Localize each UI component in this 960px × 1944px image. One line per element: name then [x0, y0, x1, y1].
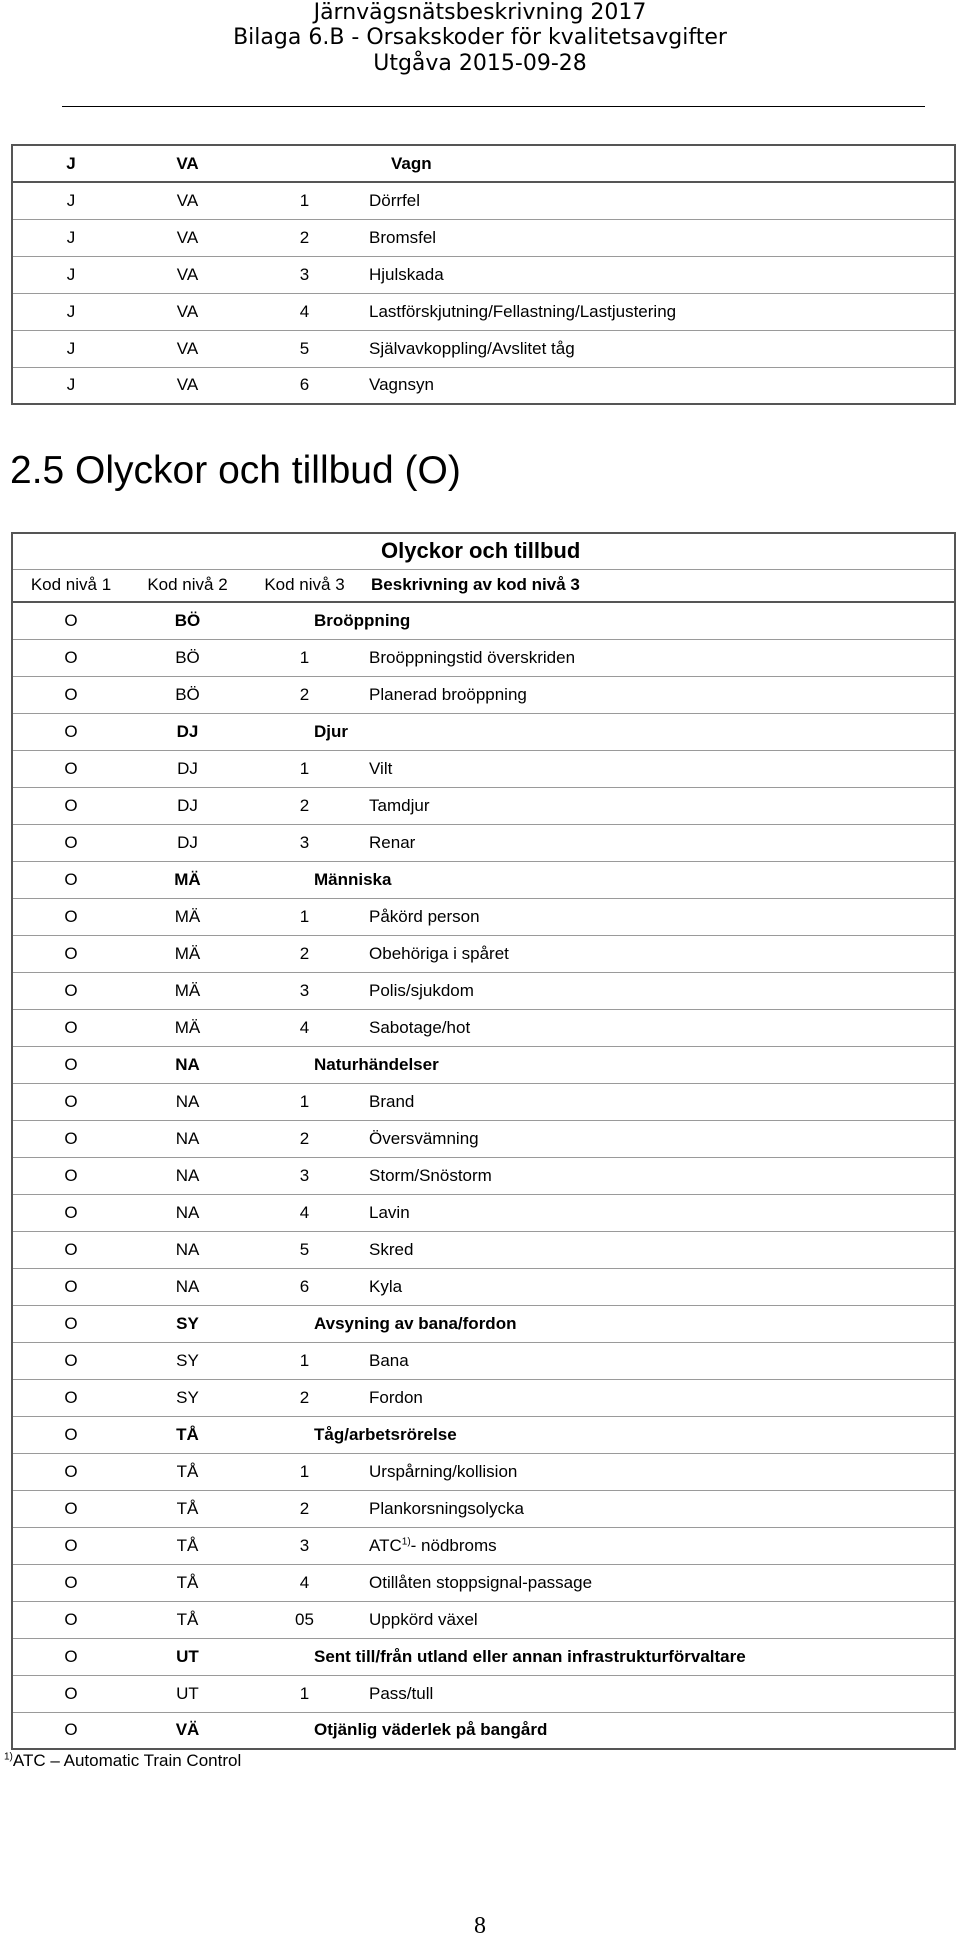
table-row	[12, 1231, 955, 1268]
description-text: Planerad broöppning	[369, 684, 527, 704]
code-level2: MÄ	[129, 861, 246, 898]
code-level1: J	[12, 330, 129, 367]
code-description: Hjulskada	[363, 256, 955, 293]
table-row	[12, 972, 955, 1009]
table-row	[12, 1009, 955, 1046]
code-level2: DJ	[129, 787, 246, 824]
code-description	[363, 1379, 955, 1416]
code-level3: 3	[246, 972, 363, 1009]
code-level1: O	[12, 639, 129, 676]
table-row	[12, 750, 955, 787]
description-text: Bana	[369, 1350, 409, 1370]
code-level3: 3	[246, 1157, 363, 1194]
column-header: Kod nivå 1	[12, 569, 129, 602]
table-row	[12, 676, 955, 713]
code-level1: J	[12, 293, 129, 330]
code-level1: O	[12, 1305, 129, 1342]
code-level1: O	[12, 1046, 129, 1083]
column-header-row	[12, 569, 955, 602]
code-description	[363, 1009, 955, 1046]
code-level3: 2	[246, 935, 363, 972]
description-text: Vilt	[369, 758, 393, 778]
code-level3: 6	[246, 367, 363, 404]
code-level2: SY	[129, 1342, 246, 1379]
description-text: Uppkörd växel	[369, 1609, 478, 1629]
group-title: Vagn	[246, 145, 955, 182]
page-number: 8	[474, 1913, 486, 1939]
table-row	[12, 1601, 955, 1638]
group-title: Avsyning av bana/fordon	[246, 1305, 955, 1342]
code-level1: O	[12, 1194, 129, 1231]
code-level1: O	[12, 1342, 129, 1379]
code-level3: 1	[246, 898, 363, 935]
description-text: Fordon	[369, 1387, 423, 1407]
table-row	[12, 639, 955, 676]
code-description	[363, 898, 955, 935]
group-title: Broöppning	[246, 602, 955, 639]
table-row	[12, 1527, 955, 1564]
code-description: Bromsfel	[363, 219, 955, 256]
description-text: Broöppningstid överskriden	[369, 647, 576, 667]
description-text: Storm/Snöstorm	[369, 1165, 492, 1185]
description-text: Pass/tull	[369, 1683, 434, 1703]
code-description	[363, 972, 955, 1009]
code-level2: NA	[129, 1083, 246, 1120]
description-text: Brand	[369, 1091, 415, 1111]
column-header: Kod nivå 2	[129, 569, 246, 602]
code-level3: 3	[246, 256, 363, 293]
code-level3: 4	[246, 1564, 363, 1601]
group-row	[12, 1712, 955, 1749]
footnote-text: ATC – Automatic Train Control	[12, 1751, 242, 1770]
table-row	[12, 1268, 955, 1305]
code-level1: O	[12, 787, 129, 824]
code-level1: O	[12, 750, 129, 787]
description-text: Otillåten stoppsignal-passage	[369, 1572, 593, 1592]
code-level2: VA	[129, 367, 246, 404]
section-heading: 2.5 Olyckor och tillbud (O)	[10, 449, 461, 492]
table-row	[12, 219, 955, 256]
description-text: Polis/sjukdom	[369, 980, 474, 1000]
table-row	[12, 898, 955, 935]
code-description	[363, 1194, 955, 1231]
code-level2: MÄ	[129, 898, 246, 935]
description-text: Lavin	[369, 1202, 410, 1222]
code-level2: MÄ	[129, 972, 246, 1009]
code-level3: 2	[246, 219, 363, 256]
code-level1: O	[12, 1527, 129, 1564]
code-level1: J	[12, 219, 129, 256]
footnote	[4, 1751, 241, 1771]
code-level2: NA	[129, 1046, 246, 1083]
group-row	[12, 1638, 955, 1675]
code-level1: O	[12, 1379, 129, 1416]
description-text: Skred	[369, 1239, 414, 1259]
header-edition: Utgåva 2015-09-28	[373, 51, 587, 76]
code-description	[363, 1268, 955, 1305]
code-description: Dörrfel	[363, 182, 955, 219]
code-level3: 1	[246, 1453, 363, 1490]
description-text: Renar	[369, 832, 416, 852]
code-level3: 2	[246, 1120, 363, 1157]
table-row	[12, 182, 955, 219]
code-level3: 3	[246, 1527, 363, 1564]
description-text: Översvämning	[369, 1128, 479, 1148]
code-level1: J	[12, 256, 129, 293]
code-level1: O	[12, 1416, 129, 1453]
code-level2: UT	[129, 1638, 246, 1675]
code-level1: O	[12, 1564, 129, 1601]
code-description	[363, 1342, 955, 1379]
code-level3: 2	[246, 787, 363, 824]
code-level1: O	[12, 1638, 129, 1675]
description-text: Sabotage/hot	[369, 1017, 471, 1037]
group-row	[12, 602, 955, 639]
table-title-row	[12, 533, 955, 569]
code-level1: O	[12, 1231, 129, 1268]
group-row	[12, 1305, 955, 1342]
code-description: Lastförskjutning/Fellastning/Lastjustering	[363, 293, 955, 330]
code-level3: 4	[246, 1009, 363, 1046]
table-row	[12, 1675, 955, 1712]
code-level2: NA	[129, 1268, 246, 1305]
code-description	[363, 639, 955, 676]
code-description	[363, 1527, 955, 1564]
code-level3: 1	[246, 1675, 363, 1712]
description-text: Obehöriga i spåret	[369, 943, 509, 963]
column-header: Kod nivå 3	[246, 569, 363, 602]
group-title: Tåg/arbetsrörelse	[246, 1416, 955, 1453]
table-row	[12, 1564, 955, 1601]
code-level1: J	[12, 367, 129, 404]
code-level2: TÅ	[129, 1453, 246, 1490]
table-row	[12, 1083, 955, 1120]
code-level2: MÄ	[129, 935, 246, 972]
description-text: ATC	[369, 1535, 402, 1555]
code-description	[363, 1120, 955, 1157]
code-level2: SY	[129, 1379, 246, 1416]
code-level2: TÅ	[129, 1527, 246, 1564]
description-text: Påkörd person	[369, 906, 480, 926]
group-row	[12, 145, 955, 182]
code-level3: 6	[246, 1268, 363, 1305]
code-level2: TÅ	[129, 1490, 246, 1527]
code-level1: O	[12, 1490, 129, 1527]
code-level1: J	[12, 182, 129, 219]
olyckor-table	[11, 532, 956, 1750]
table-row	[12, 1379, 955, 1416]
code-level1: O	[12, 1157, 129, 1194]
code-level1: O	[12, 676, 129, 713]
description-text: Tamdjur	[369, 795, 430, 815]
code-description	[363, 676, 955, 713]
code-description	[363, 787, 955, 824]
code-level2: NA	[129, 1194, 246, 1231]
code-level1: O	[12, 602, 129, 639]
code-description	[363, 1083, 955, 1120]
table-row	[12, 1342, 955, 1379]
code-level2: SY	[129, 1305, 246, 1342]
group-title: Otjänlig väderlek på bangård	[246, 1712, 955, 1749]
code-level3: 1	[246, 182, 363, 219]
table-row	[12, 1157, 955, 1194]
header-title: Järnvägsnätsbeskrivning 2017	[313, 0, 647, 25]
table-row	[12, 824, 955, 861]
code-level1: J	[12, 145, 129, 182]
code-level2: VA	[129, 330, 246, 367]
code-level1: O	[12, 824, 129, 861]
code-level2: NA	[129, 1231, 246, 1268]
code-description	[363, 1157, 955, 1194]
code-level2: VÄ	[129, 1712, 246, 1749]
code-level3: 5	[246, 330, 363, 367]
code-level1: O	[12, 1268, 129, 1305]
table-row	[12, 256, 955, 293]
code-description	[363, 1675, 955, 1712]
code-level3: 1	[246, 1342, 363, 1379]
header-rule	[62, 106, 925, 107]
header-subtitle: Bilaga 6.B - Orsakskoder för kvalitetsavgifter	[233, 25, 727, 50]
title-spacer	[12, 533, 363, 569]
code-level3: 5	[246, 1231, 363, 1268]
code-level1: O	[12, 1009, 129, 1046]
code-description	[363, 1564, 955, 1601]
code-level2: NA	[129, 1120, 246, 1157]
table-row	[12, 1194, 955, 1231]
group-title: Djur	[246, 713, 955, 750]
code-level1: O	[12, 1120, 129, 1157]
code-description	[363, 1231, 955, 1268]
group-row	[12, 861, 955, 898]
code-description	[363, 935, 955, 972]
group-row	[12, 1046, 955, 1083]
code-level1: O	[12, 861, 129, 898]
code-level3: 3	[246, 824, 363, 861]
code-level1: O	[12, 1712, 129, 1749]
code-level3: 4	[246, 1194, 363, 1231]
code-level1: O	[12, 1453, 129, 1490]
code-level2: VA	[129, 145, 246, 182]
code-level3: 4	[246, 293, 363, 330]
table-row	[12, 330, 955, 367]
code-level2: DJ	[129, 750, 246, 787]
code-description	[363, 1453, 955, 1490]
table-row	[12, 367, 955, 404]
table-row	[12, 787, 955, 824]
code-level2: TÅ	[129, 1601, 246, 1638]
code-level2: VA	[129, 219, 246, 256]
group-title: Naturhändelser	[246, 1046, 955, 1083]
table-row	[12, 1120, 955, 1157]
code-description: Vagnsyn	[363, 367, 955, 404]
code-level1: O	[12, 935, 129, 972]
code-level2: VA	[129, 182, 246, 219]
group-row	[12, 713, 955, 750]
code-level2: MÄ	[129, 1009, 246, 1046]
code-description	[363, 1490, 955, 1527]
code-description: Självavkoppling/Avslitet tåg	[363, 330, 955, 367]
column-header: Beskrivning av kod nivå 3	[363, 569, 955, 602]
code-description	[363, 824, 955, 861]
code-level3: 05	[246, 1601, 363, 1638]
code-level1: O	[12, 898, 129, 935]
code-level2: BÖ	[129, 602, 246, 639]
code-level1: O	[12, 1083, 129, 1120]
code-level2: NA	[129, 1157, 246, 1194]
table-title: Olyckor och tillbud	[363, 533, 955, 569]
code-level1: O	[12, 972, 129, 1009]
code-level2: UT	[129, 1675, 246, 1712]
code-level1: O	[12, 1601, 129, 1638]
table-row	[12, 1453, 955, 1490]
code-level2: TÅ	[129, 1564, 246, 1601]
group-title: Människa	[246, 861, 955, 898]
code-level2: DJ	[129, 824, 246, 861]
code-level2: DJ	[129, 713, 246, 750]
code-level1: O	[12, 1675, 129, 1712]
group-title: Sent till/från utland eller annan infrastrukturförvaltare	[246, 1638, 955, 1675]
group-row	[12, 1416, 955, 1453]
description-text: Kyla	[369, 1276, 403, 1296]
description-text-suffix: - nödbroms	[410, 1535, 497, 1555]
table-row	[12, 293, 955, 330]
code-level2: TÅ	[129, 1416, 246, 1453]
code-description	[363, 750, 955, 787]
code-level3: 2	[246, 676, 363, 713]
table-row	[12, 1490, 955, 1527]
description-text: Urspårning/kollision	[369, 1461, 518, 1481]
code-level1: O	[12, 713, 129, 750]
description-text: Plankorsningsolycka	[369, 1498, 524, 1518]
code-level2: BÖ	[129, 676, 246, 713]
vagn-table	[11, 144, 956, 405]
table-row	[12, 935, 955, 972]
code-description	[363, 1601, 955, 1638]
code-level3: 1	[246, 1083, 363, 1120]
code-level3: 2	[246, 1379, 363, 1416]
code-level2: BÖ	[129, 639, 246, 676]
code-level3: 1	[246, 750, 363, 787]
footnote-reference: 1)	[401, 1535, 411, 1547]
code-level3: 2	[246, 1490, 363, 1527]
code-level2: VA	[129, 293, 246, 330]
code-level3: 1	[246, 639, 363, 676]
footnote-marker: 1)	[4, 1751, 13, 1763]
code-level2: VA	[129, 256, 246, 293]
